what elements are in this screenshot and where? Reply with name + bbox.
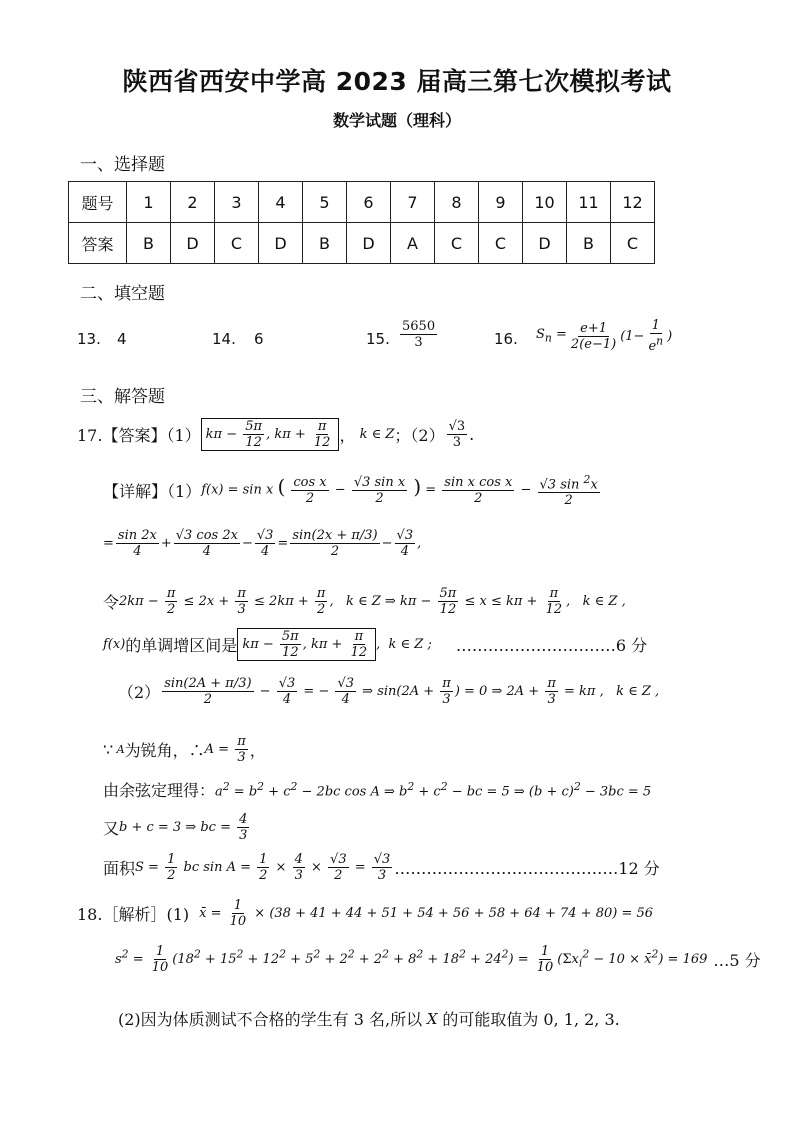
table-cell: 8: [435, 182, 479, 223]
table-cell: D: [523, 223, 567, 264]
also-text: 又: [103, 819, 120, 838]
q14-number: 14.: [212, 330, 236, 348]
table-cell: D: [171, 223, 215, 264]
fx-formula: f(x): [103, 637, 126, 652]
q17-also-line: [103, 812, 251, 843]
q16-answer-formula: $S_n$ = $\frac{e+1}{2(e-1)}$ (1− $\frac{1}{e^n}$ ): [536, 318, 673, 355]
q17-acute-line: ∵ A 为锐角，∴ A = $\frac{\pi}{3}$ ，: [103, 734, 266, 765]
monotonic-text: 的单调增区间是: [125, 636, 238, 655]
interval-formula: kπ − $\frac{5\pi}{12}$ , kπ + $\frac{\pi}{12}$: [237, 628, 376, 661]
score-12: ……………………………………12 分: [394, 859, 660, 878]
table-cell: 9: [479, 182, 523, 223]
q18-part2-line: (2)因为体质测试不合格的学生有 3 名,所以 X 的可能取值为 0, 1, 2, 3.: [118, 1007, 620, 1030]
q16-number: 16.: [494, 330, 518, 348]
score-6: …………………………6 分: [455, 636, 648, 655]
variance-formula: $s^2$ = $\frac{1}{10}$ $(18^2 + 15^2 + 12^2 + 5^2 + 2^2 + 2^2 + 8^2 + 18^2 + 24^2)$ = $\frac{1}{10}$ ($\Sigma x_i^2 - 10$ × x̄$^2$) = 169 …5 分: [115, 944, 761, 975]
section-fill-heading: 二、填空题: [80, 284, 165, 304]
table-cell: D: [347, 223, 391, 264]
q18-part2-text: (2)因为体质测试不合格的学生有 3 名,所以: [118, 1010, 423, 1029]
table-cell: D: [259, 223, 303, 264]
q18-part2-tail: 的可能取值为 0, 1, 2, 3.: [442, 1010, 620, 1029]
section-solve-heading: 三、解答题: [80, 387, 165, 407]
q15-number: 15.: [366, 330, 390, 348]
table-cell: C: [215, 223, 259, 264]
table-cell: 3: [215, 182, 259, 223]
table-cell: B: [127, 223, 171, 264]
a-value-formula: A = $\frac{\pi}{3}$: [204, 734, 246, 765]
detail-formula-2: = $\frac{\sin 2x}{4}$ + $\frac{√3 \cos 2x}{4}$ − $\frac{√3}{4}$ = $\frac{\sin(2x + \pi/3)}{2}$ − $\frac{√3}{4}$ ,: [103, 528, 422, 559]
score-5: …5 分: [713, 951, 761, 970]
table-cell: A: [391, 223, 435, 264]
q15-answer-fraction: [398, 319, 439, 350]
table-cell: C: [611, 223, 655, 264]
cosine-law-text: 由余弦定理得：: [103, 781, 216, 800]
choice-answer-table: [68, 181, 655, 264]
q17-detail-line1: [103, 472, 602, 508]
section-choice-heading: 一、选择题: [80, 155, 165, 175]
table-cell: B: [567, 223, 611, 264]
fraction-denominator: 3: [414, 335, 423, 350]
part2-formula: $\frac{\sin(2A + \pi/3)}{2}$ − $\frac{√3}{4}$ = − $\frac{√3}{4}$ ⇒ sin(2A + $\frac{\pi}{3}$ ) = 0 ⇒ 2A + $\frac{\pi}{3}$ = kπ , k ∈ Z ,: [164, 676, 660, 707]
table-cell: 12: [611, 182, 655, 223]
q17-monotonic-line: [103, 628, 647, 661]
q17-area-line: [103, 852, 660, 883]
comma: ，: [339, 426, 356, 445]
q17-detail-label: 【详解】（1）: [103, 481, 202, 501]
ling-text: 令: [103, 593, 120, 612]
detail-formula-1: f(x) = sin x ( $\frac{\text{cos x}}{2}$ − $\frac{\text{√3 sin x}}{2}$ ) = $\frac{\text{sin x cos x}}{2}$ − $\frac{√3 \sin ^2x}{2}$: [201, 473, 598, 509]
k-in-z-formula: k ∈ Z: [355, 427, 395, 442]
q17-interval-formula: kπ − $\frac{5\pi}{12}$ , kπ + $\frac{\pi}{12}$: [201, 418, 340, 451]
bc-formula: b + c = 3 ⇒ bc = $\frac{4}{3}$: [119, 812, 248, 843]
table-row-label: 题号: [69, 182, 127, 223]
table-row-numbers: [69, 182, 655, 223]
table-row-label: 答案: [69, 223, 127, 264]
q17-part2-answer: $\frac{√3}{3}$: [448, 419, 466, 450]
page-title: 陕西省西安中学高 2023 届高三第七次模拟考试: [122, 67, 672, 96]
q18-label: 18.［解析］(1): [77, 905, 190, 924]
q17-label: 17.【答案】（1）: [77, 426, 201, 445]
k-in-z-formula: , k ∈ Z ;: [376, 637, 432, 652]
table-row-answers: [69, 223, 655, 264]
table-cell: 11: [567, 182, 611, 223]
fraction-numerator: 5650: [402, 319, 436, 334]
table-cell: 1: [127, 182, 171, 223]
q17-part2-line: [118, 676, 659, 707]
q17-cosine-line: [103, 778, 651, 801]
table-cell: 5: [303, 182, 347, 223]
table-cell: 7: [391, 182, 435, 223]
because-symbol: ∵: [103, 740, 114, 759]
q17-answer-line: 17.【答案】（1） kπ − $\frac{5\pi}{12}$ , kπ + $\frac{\pi}{12}$ ， k ∈ Z ；（2） $\frac{√3}{3}$ .: [77, 419, 475, 450]
q18-mean-line: [77, 898, 653, 929]
table-cell: 2: [171, 182, 215, 223]
q14-answer: 6: [254, 330, 264, 348]
table-cell: 4: [259, 182, 303, 223]
q13-answer: 4: [117, 330, 127, 348]
q17-ling-line: [103, 586, 626, 617]
page-subtitle: 数学试题（理科）: [332, 111, 461, 130]
area-text: 面积: [103, 859, 136, 878]
inequality-formula: 2kπ − $\frac{\pi}{2}$ ≤ 2x + $\frac{\pi}{3}$ ≤ 2kπ + $\frac{\pi}{2}$ , k ∈ Z ⇒ kπ − $\frac{5\pi}{12}$ ≤ x ≤ kπ + $\frac{\pi}{12}$ , k ∈ Z ,: [119, 586, 626, 617]
part2-label: （2）: [118, 683, 161, 702]
q13-number: 13.: [77, 330, 101, 348]
table-cell: C: [479, 223, 523, 264]
table-cell: 10: [523, 182, 567, 223]
q17-part2-label: ；（2）: [394, 426, 445, 445]
table-cell: B: [303, 223, 347, 264]
table-cell: C: [435, 223, 479, 264]
mean-formula: x̄ = $\frac{1}{10}$ × (38 + 41 + 44 + 51 + 54 + 56 + 58 + 64 + 74 + 80) = 56: [199, 898, 654, 929]
area-formula: S = $\frac{1}{2}$ bc sin A = $\frac{1}{2}$ × $\frac{4}{3}$ × $\frac{√3}{2}$ = $\frac{√3}{3}$: [135, 852, 391, 883]
cosine-law-formula: $a^2 = b^2 + c^2 - 2bc$ cos A ⇒ $b^2 + c^2$ − bc = 5 ⇒ $(b + c)^2 - 3bc = 5$: [215, 779, 652, 800]
acute-text: 为锐角，∴: [124, 741, 205, 760]
table-cell: 6: [347, 182, 391, 223]
